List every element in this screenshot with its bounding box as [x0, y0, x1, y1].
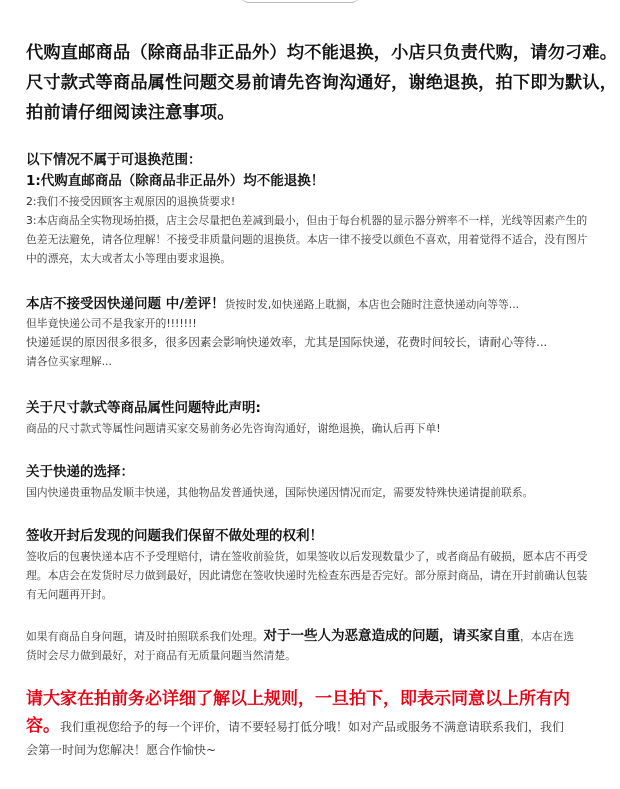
- product-issue-start: 如果有商品自身问题，请及时拍照联系我们处理。: [26, 630, 264, 643]
- rule-item-3-line-3: 中的漂亮，太大或者太小等理由要求退换。: [26, 252, 232, 265]
- after-signing-line-2: 理。本店会在发货时尽力做到最好，因此请您在签收快递时先检查东西是否完好。部分原封商品，请在开封前确认包装: [26, 569, 588, 582]
- closing-red-line-1: 请大家在拍前务必详细了解以上规则，一旦拍下，即表示同意以上所有内: [26, 689, 570, 709]
- courier-body: 国内快递贵重物品发顺丰快递，其他物品发普通快递，国际快递因情况而定，需要发特殊快递请提前联系。: [26, 486, 534, 499]
- closing-line-2-rest: 我们重视您给予的每一个评价，请不要轻易打低分哦！如对产品或服务不满意请联系我们，我们: [60, 720, 565, 734]
- intro-line-2: 尺寸款式等商品属性问题交易前请先咨询沟通好，谢绝退换，拍下即为默认，: [26, 73, 618, 93]
- intro-line-3: 拍前请仔细阅读注意事项。: [26, 103, 235, 123]
- section-heading: 本店不接受因快递问题 中/差评！: [26, 296, 225, 312]
- section-heading-rest: 货按时发,如快递路上耽搁，本店也会随时注意快递动向等等...: [224, 298, 520, 311]
- rule-item-2: 2:我们不接受因顾客主观原因的退换货要求!: [26, 195, 236, 208]
- closing-notice: [26, 686, 601, 760]
- closing-red-line-2: 容。: [26, 716, 60, 736]
- closing-line-3: 会第一时间为您解决！愿合作愉快~: [26, 743, 217, 757]
- section-heading: 关于快递的选择：: [26, 464, 134, 480]
- section-after-signing: [26, 526, 601, 604]
- after-signing-line-3: 有无问题再开封。: [26, 588, 113, 601]
- section-shipping-reviews: [26, 292, 601, 371]
- top-decoration: [0, 0, 620, 6]
- after-signing-line-1: 签收后的包裹快递本店不予受理赔付，请在签收前验货，如果签收以后发现数量少了，或者商品有破损，愿本店不再受: [26, 550, 588, 563]
- section-courier-choice: [26, 462, 601, 502]
- product-issue-end: ，本店在选: [520, 630, 575, 643]
- section-size-style: [26, 398, 601, 438]
- section-heading: 关于尺寸款式等商品属性问题特此声明:: [26, 400, 261, 416]
- shipping-line-4: 请各位买家理解...: [26, 355, 112, 368]
- script-flourish: [240, 0, 360, 3]
- shipping-line-3: 快递延误的原因很多很多，很多因素会影响快递效率，尤其是国际快递，花费时间较长，请耐心等待...: [26, 335, 548, 349]
- section-non-returnable: [26, 150, 601, 268]
- product-issue-line-2: 货时会尽力做到最好，对于商品有无质量问题当然清楚。: [26, 649, 296, 662]
- shipping-line-2: 但毕竟快递公司不是我家开的!!!!!!!: [26, 317, 197, 330]
- rule-item-3-line-1: 3:本店商品全实物现场拍摄，店主会尽量把色差减到最小，但由于每台机器的显示器分辨率不一样，光线等因素产生的: [26, 214, 588, 227]
- intro-notice: [26, 38, 618, 128]
- section-heading: 签收开封后发现的问题我们保留不做处理的权利！: [26, 528, 323, 544]
- product-issue-bold: 对于一些人为恶意造成的问题，请买家自重: [263, 628, 521, 644]
- section-product-issues: [26, 624, 601, 665]
- section-heading: 以下情况不属于可退换范围：: [26, 152, 202, 168]
- size-style-body: 商品的尺寸款式等属性问题请买家交易前务必先咨询沟通好，谢绝退换，确认后再下单!: [26, 422, 441, 435]
- rule-item-1: 1:代购直邮商品（除商品非正品外）均不能退换！: [26, 173, 325, 189]
- intro-line-1: 代购直邮商品（除商品非正品外）均不能退换，小店只负责代购，请勿刁难。: [26, 43, 618, 63]
- rule-item-3-line-2: 色差无法避免，请各位理解！不接受非质量问题的退换货。本店一律不接受以颜色不喜欢，用着觉得不适合，没有图片: [26, 233, 588, 246]
